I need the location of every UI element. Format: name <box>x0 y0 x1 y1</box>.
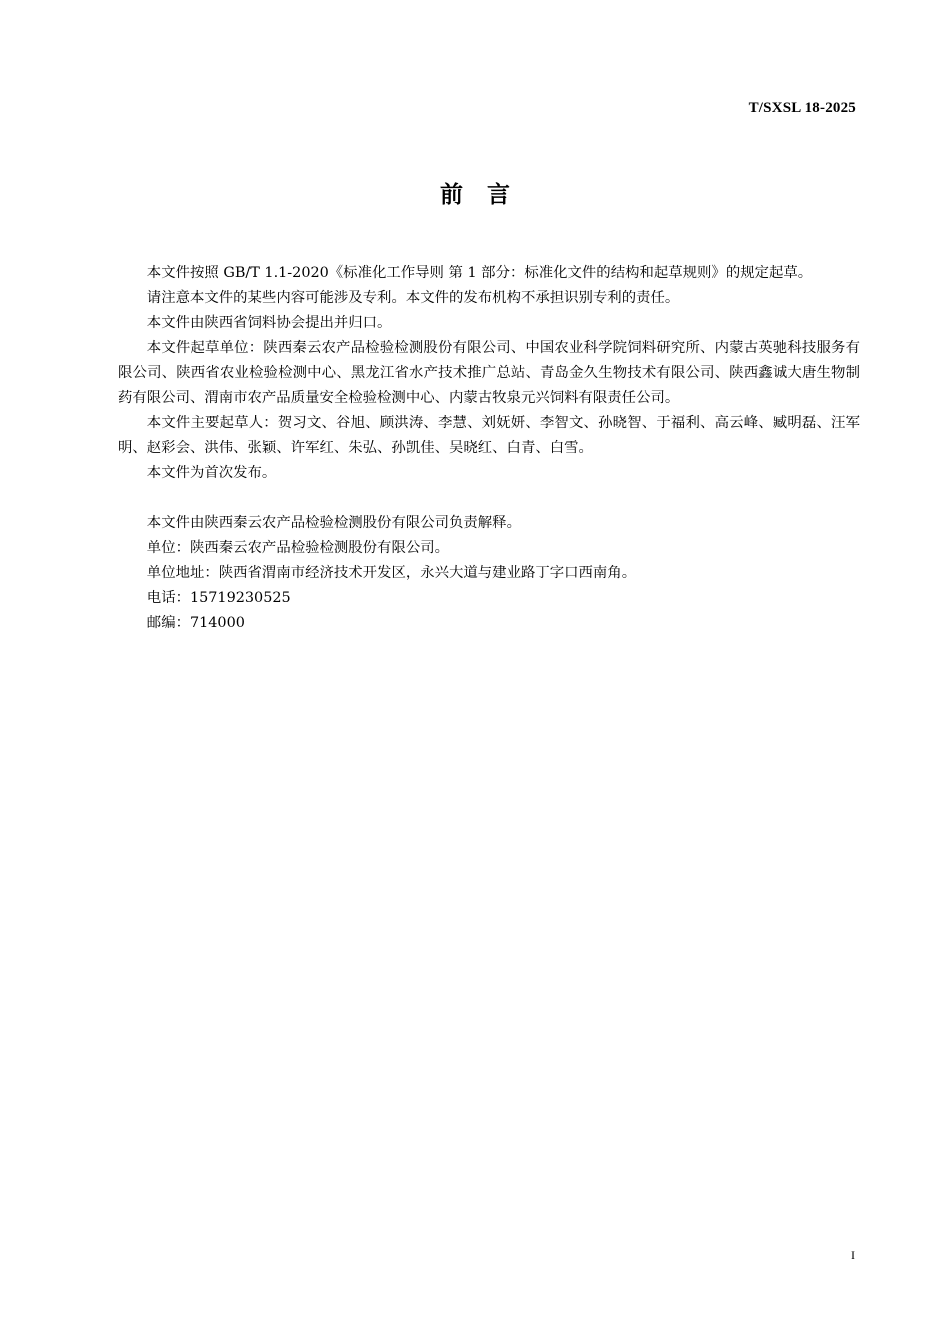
contact-postcode: 邮编：714000 <box>146 615 245 631</box>
contact-phone: 电话：15719230525 <box>146 590 291 606</box>
section-spacer <box>118 486 860 511</box>
document-code: T/SXSL 18-2025 <box>748 100 856 116</box>
paragraph-proposer: 本文件由陕西省饲料协会提出并归口。 <box>146 315 392 331</box>
page-title: 前言 <box>440 182 534 208</box>
foreword-body <box>118 261 860 636</box>
paragraph-first-release: 本文件为首次发布。 <box>146 465 277 481</box>
contact-address: 单位地址：陕西省渭南市经济技术开发区，永兴大道与建业路丁字口西南角。 <box>146 565 637 581</box>
paragraph-drafters: 本文件主要起草人：贺习文、谷旭、顾洪涛、李慧、刘妩妍、李智文、孙晓智、于福利、高云峰、臧明磊、汪军明、赵彩会、洪伟、张颖、许军红、朱弘、孙凯佳、吴晓红、白青、白雪。 <box>118 415 860 456</box>
contact-unit: 单位：陕西秦云农产品检验检测股份有限公司。 <box>146 540 450 556</box>
paragraph-patent-notice: 请注意本文件的某些内容可能涉及专利。本文件的发布机构不承担识别专利的责任。 <box>146 290 680 306</box>
page-number: I <box>851 1248 855 1262</box>
paragraph-drafting-units: 本文件起草单位：陕西秦云农产品检验检测股份有限公司、中国农业科学院饲料研究所、内蒙古英驰科技服务有限公司、陕西省农业检验检测中心、黑龙江省水产技术推广总站、青岛金久生物技术有限公司、陕西鑫诚大唐生物制药有限公司、渭南市农产品质量安全检验检测中心、内蒙古牧泉元兴饲料有限责任公司。 <box>118 340 860 406</box>
paragraph-drafting-rules: 本文件按照 GB/T 1.1-2020《标准化工作导则 第 1 部分：标准化文件的结构和起草规则》的规定起草。 <box>146 265 813 281</box>
paragraph-interpretation: 本文件由陕西秦云农产品检验检测股份有限公司负责解释。 <box>146 515 521 531</box>
